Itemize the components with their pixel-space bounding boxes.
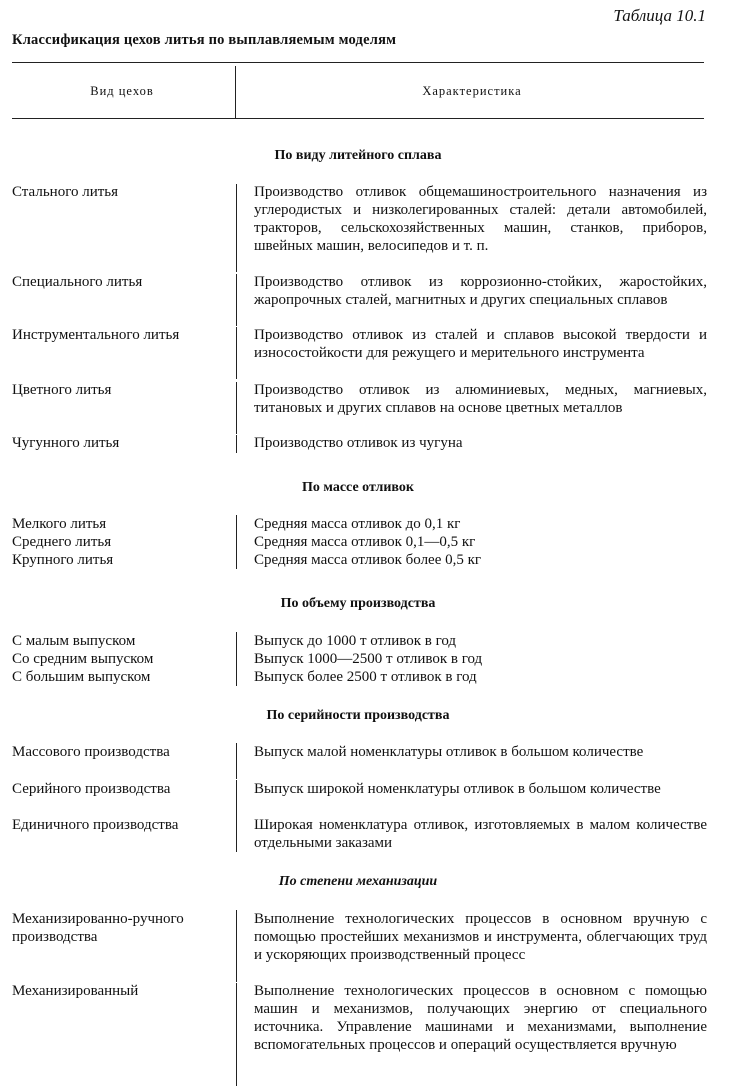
row-divider	[236, 184, 237, 272]
row-type: Со средним выпуском	[12, 651, 154, 667]
row-type: Механизированный	[12, 983, 139, 999]
row-divider	[236, 910, 237, 982]
row-characteristic: Широкая номенклатура отливок, изготовляемых в малом количестве отдельными заказами	[254, 817, 707, 851]
column-header-type: Вид цехов	[90, 84, 154, 98]
section-title: По серийности производства	[266, 708, 450, 723]
row-characteristic: Средняя масса отливок более 0,5 кг	[254, 552, 482, 568]
row-type: Мелкого литья	[12, 516, 107, 532]
row-type: Массового производства	[12, 744, 170, 760]
row-type: Единичного производства	[12, 817, 179, 833]
table-top-rule	[12, 62, 704, 63]
row-type: Чугунного литья	[12, 435, 120, 451]
row-type: С малым выпуском	[12, 633, 136, 649]
row-characteristic: Производство отливок из коррозионно-стойких, жаростойких, жаропрочных сталей, магнитных и других специальных сплавов	[254, 274, 707, 308]
row-characteristic: Выпуск широкой номенклатуры отливок в большом количестве	[254, 781, 661, 797]
row-characteristic: Производство отливок из сталей и сплавов высокой твердости и износостойкости для режущего и мерительного инструмента	[254, 327, 707, 361]
row-divider	[236, 780, 237, 816]
row-divider	[236, 515, 237, 569]
row-divider	[236, 382, 237, 434]
column-header-characteristic: Характеристика	[422, 84, 522, 98]
row-characteristic: Производство отливок общемашиностроительного назначения из углеродистых и низколегированных сталей: детали автомобилей, тракторов, сельскохозяйственных машин, станков, приборов, швейных машин, велосипедов и т. п.	[254, 184, 707, 254]
table-number: Таблица 10.1	[613, 6, 706, 25]
row-characteristic: Производство отливок из чугуна	[254, 435, 463, 451]
row-characteristic: Средняя масса отливок до 0,1 кг	[254, 516, 461, 532]
row-divider	[236, 327, 237, 379]
row-characteristic: Средняя масса отливок 0,1—0,5 кг	[254, 534, 476, 550]
row-divider	[236, 632, 237, 686]
row-characteristic: Выпуск малой номенклатуры отливок в большом количестве	[254, 744, 644, 760]
row-characteristic: Выпуск более 2500 т отливок в год	[254, 669, 477, 685]
row-divider	[236, 983, 237, 1086]
row-type: С большим выпуском	[12, 669, 151, 685]
row-type: Инструментального литья	[12, 327, 180, 343]
section-title: По объему производства	[280, 596, 436, 611]
header-column-divider	[235, 66, 236, 118]
section-title: По виду литейного сплава	[274, 148, 442, 163]
row-type: Среднего литья	[12, 534, 112, 550]
section-title: По массе отливок	[302, 480, 414, 495]
row-type: Серийного производства	[12, 781, 171, 797]
row-divider	[236, 274, 237, 326]
row-type: Механизированно-ручного производства	[12, 911, 184, 945]
row-characteristic: Выпуск до 1000 т отливок в год	[254, 633, 457, 649]
row-characteristic: Выполнение технологических процессов в основном с помощью машин и механизмов, получающих энергию от специального источника. Управление машинами и механизмами, выполнение вспомогательных процессов и операций осуществляется вручную	[254, 983, 707, 1053]
row-divider	[236, 816, 237, 852]
row-type: Крупного литья	[12, 552, 114, 568]
row-type: Стального литья	[12, 184, 119, 200]
row-characteristic: Производство отливок из алюминиевых, медных, магниевых, титановых и других сплавов на основе цветных металлов	[254, 382, 707, 416]
header-bottom-rule	[12, 118, 704, 119]
row-divider	[236, 435, 237, 453]
section-title: По степени механизации	[278, 874, 438, 889]
row-characteristic: Выпуск 1000—2500 т отливок в год	[254, 651, 483, 667]
row-divider	[236, 743, 237, 779]
row-type: Специального литья	[12, 274, 143, 290]
table-title: Классификация цехов литья по выплавляемым моделям	[12, 32, 397, 48]
row-characteristic: Выполнение технологических процессов в основном вручную с помощью простейших механизмов и инструмента, облегчающих труд и ускоряющих производственный процесс	[254, 911, 707, 963]
row-type: Цветного литья	[12, 382, 112, 398]
